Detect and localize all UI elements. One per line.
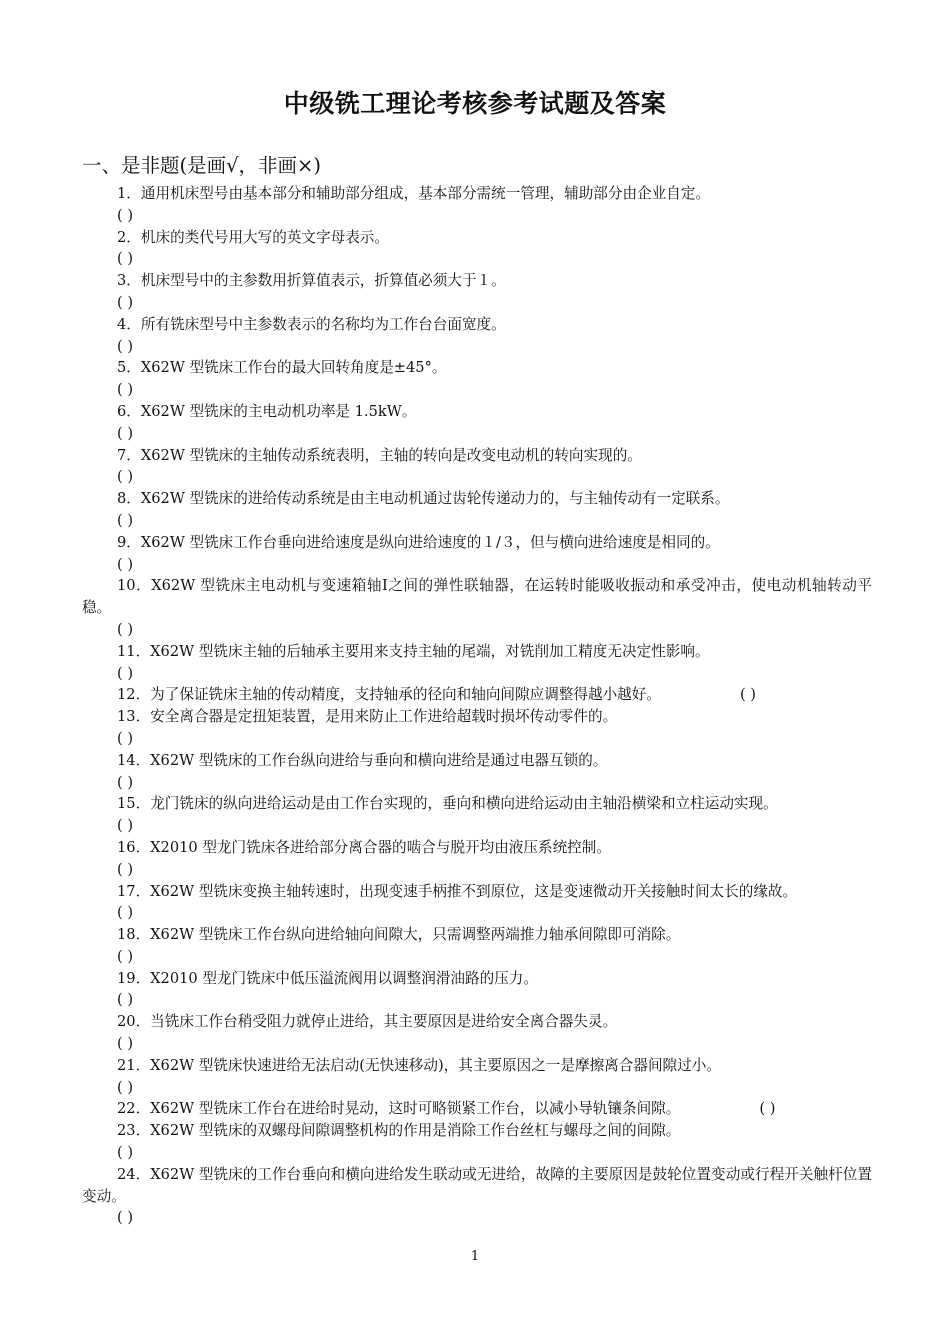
- question-item: [82, 183, 872, 205]
- question-item: [82, 1011, 872, 1033]
- question-item: [82, 837, 872, 859]
- answer-blank[interactable]: ( ): [117, 664, 134, 682]
- question-text: 22．X62W 型铣床工作台在进给时晃动，这时可略锁紧工作台，以减小导轨镶条间隙。: [117, 1100, 681, 1118]
- answer-blank[interactable]: ( ): [117, 511, 134, 529]
- question-text: 18．X62W 型铣床工作台纵向进给轴向间隙大，只需调整两端推力轴承间隙即可消除。: [117, 926, 681, 944]
- answer-blank[interactable]: ( ): [117, 620, 134, 638]
- question-text: 10．X62W 型铣床主电动机与变速箱轴Ⅰ之间的弹性联轴器，在运转时能吸收振动和承受冲击，使电动机轴转动平稳。: [82, 577, 872, 617]
- answer-blank[interactable]: ( ): [117, 1144, 134, 1162]
- question-item: [82, 445, 872, 467]
- question-item: [82, 314, 872, 336]
- page-title: 中级铣工理论考核参考试题及答案: [283, 89, 667, 118]
- question-item: [82, 532, 872, 554]
- question-text: 3．机床型号中的主参数用折算值表示，折算值必须大于１。: [117, 272, 506, 290]
- question-item: [82, 1055, 872, 1077]
- question-text: 9．X62W 型铣床工作台垂向进给速度是纵向进给速度的１/３，但与横向进给速度是相同的。: [117, 533, 720, 551]
- question-item: [82, 641, 872, 663]
- answer-blank[interactable]: ( ): [117, 904, 134, 922]
- question-text: 24．X62W 型铣床的工作台垂向和横向进给发生联动或无进给，故障的主要原因是鼓轮位置变动或行程开关触杆位置变动。: [82, 1165, 872, 1205]
- question-item: [82, 488, 872, 510]
- section-heading: 一、是非题(是画√，非画×): [82, 154, 321, 177]
- question-text: 13．安全离合器是定扭矩装置，是用来防止工作进给超载时损坏传动零件的。: [117, 708, 618, 726]
- answer-blank[interactable]: ( ): [117, 555, 134, 573]
- answer-blank[interactable]: ( ): [117, 381, 134, 399]
- question-item: [82, 227, 872, 249]
- question-item: [82, 793, 872, 815]
- answer-blank[interactable]: ( ): [117, 1035, 134, 1053]
- question-text: 23．X62W 型铣床的双螺母间隙调整机构的作用是消除工作台丝杠与螺母之间的间隙。: [117, 1122, 681, 1140]
- answer-blank[interactable]: ( ): [117, 817, 134, 835]
- question-text: 8．X62W 型铣床的进给传动系统是由主电动机通过齿轮传递动力的，与主轴传动有一定联系。: [117, 490, 730, 508]
- answer-blank[interactable]: ( ): [117, 293, 134, 311]
- answer-blank[interactable]: ( ): [117, 206, 134, 224]
- answer-blank[interactable]: ( ): [739, 686, 756, 704]
- question-item: [82, 1098, 872, 1120]
- question-list: [82, 183, 872, 1229]
- question-item: [82, 357, 872, 379]
- question-item: [82, 401, 872, 423]
- answer-blank[interactable]: ( ): [759, 1100, 776, 1118]
- answer-blank[interactable]: ( ): [117, 947, 134, 965]
- question-text: 4．所有铣床型号中主参数表示的名称均为工作台台面宽度。: [117, 315, 506, 333]
- question-item: [82, 881, 872, 903]
- question-text: 20．当铣床工作台稍受阻力就停止进给，其主要原因是进给安全离合器失灵。: [117, 1013, 618, 1031]
- question-text: 21．X62W 型铣床快速进给无法启动(无快速移动)，其主要原因之一是摩擦离合器间隙过小。: [117, 1056, 721, 1074]
- answer-blank[interactable]: ( ): [117, 468, 134, 486]
- question-text: 1．通用机床型号由基本部分和辅助部分组成，基本部分需统一管理，辅助部分由企业自定。: [117, 185, 711, 202]
- answer-blank[interactable]: ( ): [117, 337, 134, 355]
- question-text: 2．机床的类代号用大写的英文字母表示。: [117, 228, 389, 246]
- question-item: [82, 750, 872, 772]
- page-number: 1: [470, 1249, 480, 1264]
- question-text: 19．X2010 型龙门铣床中低压溢流阀用以调整润滑油路的压力。: [117, 969, 538, 987]
- answer-blank[interactable]: ( ): [117, 1209, 134, 1227]
- question-text: 12．为了保证铣床主轴的传动精度，支持轴承的径向和轴向间隙应调整得越小越好。: [117, 686, 661, 704]
- question-text: 11．X62W 型铣床主轴的后轴承主要用来支持主轴的尾端，对铣削加工精度无决定性影响。: [117, 642, 710, 660]
- question-item: [82, 575, 872, 619]
- answer-blank[interactable]: ( ): [117, 1078, 134, 1096]
- question-text: 6．X62W 型铣床的主电动机功率是 1.5kW。: [117, 402, 417, 420]
- question-text: 17．X62W 型铣床变换主轴转速时，出现变速手柄推不到原位，这是变速微动开关接触时间太长的缘故。: [117, 882, 798, 900]
- question-item: [82, 706, 872, 728]
- question-item: [82, 684, 872, 706]
- question-item: [82, 924, 872, 946]
- answer-blank[interactable]: ( ): [117, 860, 134, 878]
- answer-blank[interactable]: ( ): [117, 773, 134, 791]
- question-text: 16．X2010 型龙门铣床各进给部分离合器的啮合与脱开均由液压系统控制。: [117, 838, 611, 856]
- answer-blank[interactable]: ( ): [117, 729, 134, 747]
- answer-blank[interactable]: ( ): [117, 424, 134, 442]
- answer-blank[interactable]: ( ): [117, 991, 134, 1009]
- question-item: [82, 270, 872, 292]
- question-item: [82, 1120, 872, 1142]
- question-text: 7．X62W 型铣床的主轴传动系统表明，主轴的转向是改变电动机的转向实现的。: [117, 446, 642, 464]
- question-item: [82, 1164, 872, 1208]
- question-text: 15．龙门铣床的纵向进给运动是由工作台实现的，垂向和横向进给运动由主轴沿横梁和立柱运动实现。: [117, 795, 778, 813]
- answer-blank[interactable]: ( ): [117, 250, 134, 268]
- question-text: 5．X62W 型铣床工作台的最大回转角度是±45°。: [117, 359, 447, 377]
- question-text: 14．X62W 型铣床的工作台纵向进给与垂向和横向进给是通过电器互锁的。: [117, 751, 608, 769]
- question-item: [82, 968, 872, 990]
